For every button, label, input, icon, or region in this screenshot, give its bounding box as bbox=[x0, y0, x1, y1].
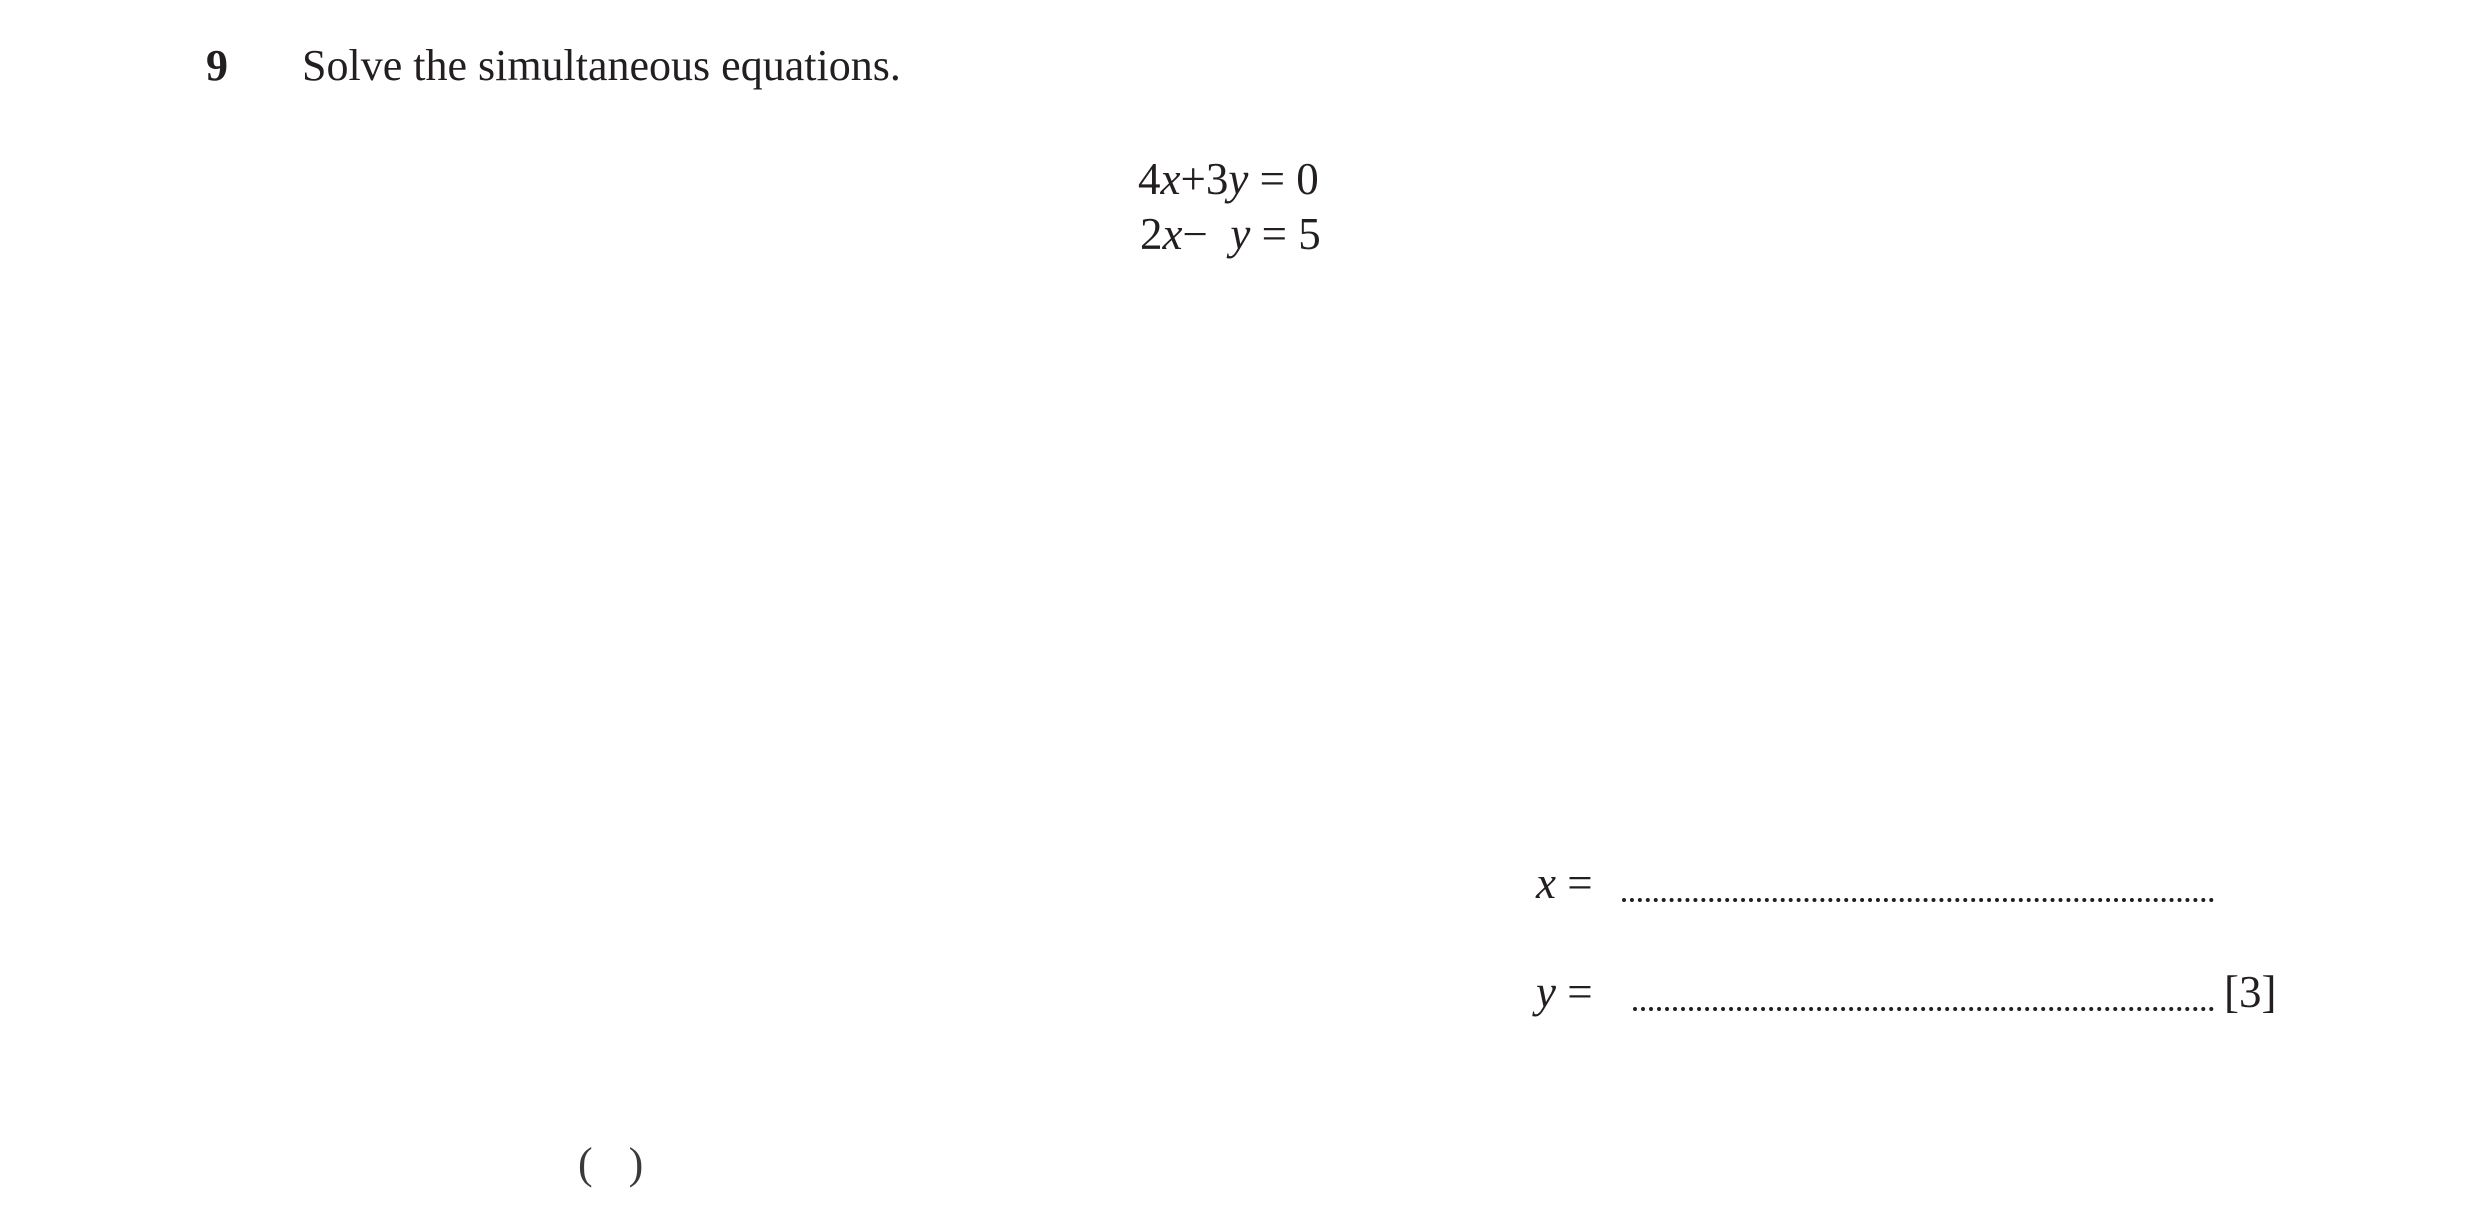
equation-2-equals: = bbox=[1261, 209, 1287, 259]
answer-y-var: y bbox=[1536, 967, 1556, 1017]
equation-2-rhs: 5 bbox=[1298, 209, 1321, 259]
question-prompt: Solve the simultaneous equations. bbox=[302, 41, 901, 90]
answer-x-line[interactable] bbox=[1622, 898, 2214, 902]
equation-1-operator: + bbox=[1180, 154, 1206, 204]
marks-label: [3] bbox=[2224, 967, 2277, 1017]
equation-1 bbox=[1138, 154, 1319, 204]
equation-1-equals: = bbox=[1259, 154, 1285, 204]
equation-2-var-x: x bbox=[1162, 209, 1183, 259]
answer-x-label bbox=[1536, 858, 1593, 908]
answer-x-var: x bbox=[1536, 858, 1556, 908]
answer-y-label bbox=[1536, 967, 1593, 1017]
equation-1-var-x: x bbox=[1160, 154, 1181, 204]
equation-1-rhs: 0 bbox=[1296, 154, 1319, 204]
equation-2-operator: − bbox=[1182, 209, 1208, 259]
answer-y-line[interactable] bbox=[1633, 1007, 2214, 1011]
equation-2-var-y: y bbox=[1230, 209, 1251, 259]
answer-y-equals: = bbox=[1567, 967, 1593, 1017]
equation-1-coef-y: 3 bbox=[1205, 154, 1229, 204]
equation-1-var-y: y bbox=[1228, 154, 1249, 204]
equation-1-coef-x: 4 bbox=[1138, 154, 1161, 204]
equation-2-coef-x: 2 bbox=[1140, 209, 1163, 259]
equation-2 bbox=[1140, 209, 1321, 259]
footer-parens: () bbox=[578, 1139, 680, 1188]
answer-x-equals: = bbox=[1567, 858, 1593, 908]
question-number: 9 bbox=[206, 41, 228, 90]
